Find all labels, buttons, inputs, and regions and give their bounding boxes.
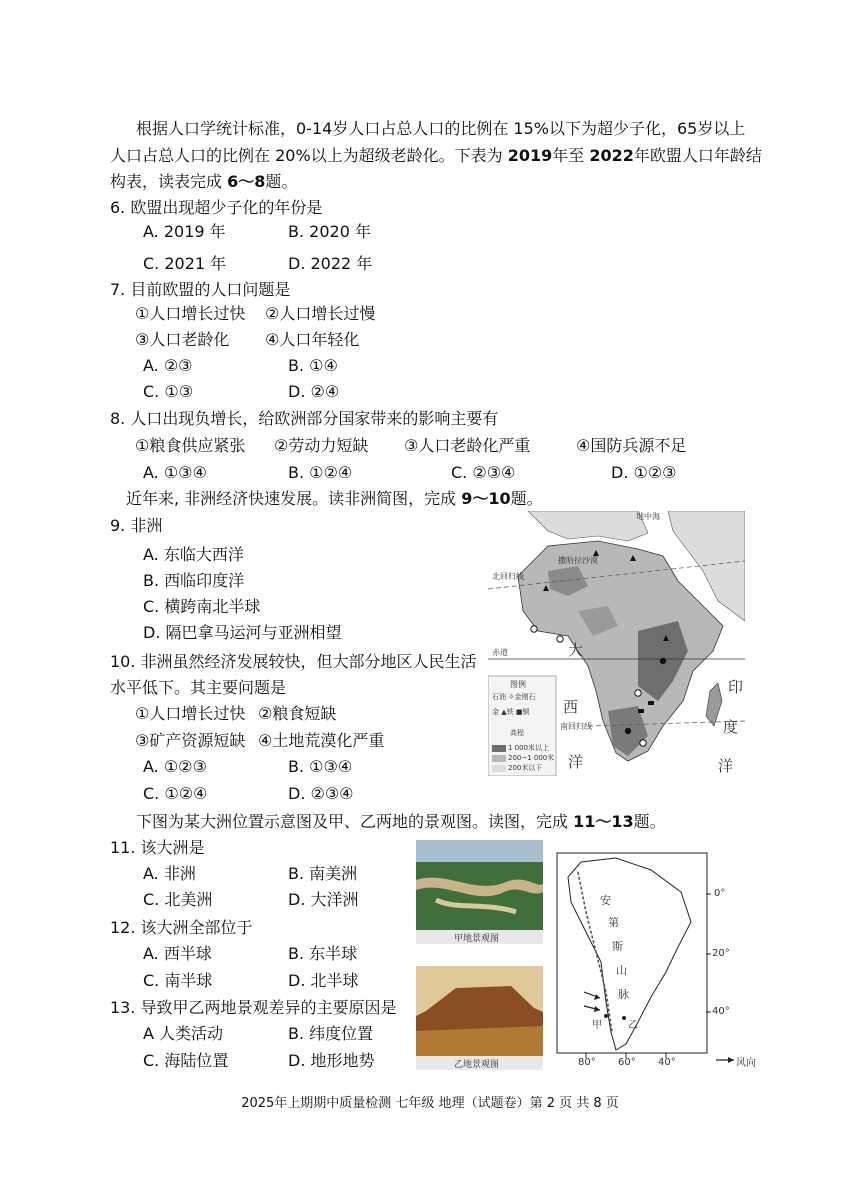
q7-item-1: ①人口增长过快	[135, 304, 246, 323]
label-andes-3: 斯	[612, 940, 623, 953]
label-atlantic-1: 大	[568, 641, 584, 659]
legend-below-200: 200米以下	[508, 764, 543, 772]
q13-option-b[interactable]: B. 纬度位置	[288, 1024, 374, 1043]
africa-intro: 近年来, 非洲经济快速发展。读非洲简图，完成 9～10题。	[126, 489, 543, 508]
q12-stem: 12. 该大洲全部位于	[110, 918, 253, 937]
q8-option-a[interactable]: A. ①③④	[143, 463, 207, 482]
q8-stem: 8. 人口出现负增长，给欧洲部分国家带来的影响主要有	[110, 409, 499, 428]
q6-option-c[interactable]: C. 2021 年	[143, 254, 227, 273]
q7-option-b[interactable]: B. ①④	[288, 356, 338, 375]
legend-200-1000: 200~1 000米	[508, 754, 555, 762]
q12-option-a[interactable]: A. 西半球	[143, 944, 212, 963]
q13-stem: 13. 导致甲乙两地景观差异的主要原因是	[110, 998, 397, 1017]
label-indian-2: 度	[723, 718, 739, 736]
south-america-intro: 下图为某大洲位置示意图及甲、乙两地的景观图。读图，完成 11～13题。	[136, 812, 666, 831]
q8-option-d[interactable]: D. ①②③	[611, 463, 677, 482]
q12-option-b[interactable]: B. 东半球	[288, 944, 358, 963]
q7-option-a[interactable]: A. ②③	[143, 356, 193, 375]
q12-option-c[interactable]: C. 南半球	[143, 971, 213, 990]
legend-title: 图例	[510, 680, 526, 689]
photo-yi-image	[416, 966, 543, 1056]
south-america-map	[556, 852, 756, 1070]
label-equator: 赤道	[492, 648, 508, 657]
lat-0: 0°	[714, 888, 726, 899]
q9-option-a[interactable]: A. 东临大西洋	[143, 545, 244, 564]
label-andes-5: 脉	[618, 988, 629, 1001]
q9-option-b[interactable]: B. 西临印度洋	[143, 571, 245, 590]
q10-item-1: ①人口增长过快	[135, 704, 246, 723]
q6-option-a[interactable]: A. 2019 年	[143, 222, 226, 241]
q8-item-1: ①粮食供应紧张	[135, 436, 246, 455]
intro-line-3: 构表，读表完成 6～8题。	[110, 172, 298, 191]
q11-option-a[interactable]: A. 非洲	[143, 864, 196, 883]
q10-stem-1: 10. 非洲虽然经济发展较快，但大部分地区人民生活	[110, 652, 477, 671]
south-america-map-drawing	[556, 852, 756, 1070]
q8-option-b[interactable]: B. ①②④	[288, 463, 353, 482]
q11-option-b[interactable]: B. 南美洲	[288, 864, 358, 883]
q11-option-c[interactable]: C. 北美洲	[143, 890, 213, 909]
q10-option-d[interactable]: D. ②③④	[288, 784, 354, 803]
q10-stem-2: 水平低下。其主要问题是	[110, 678, 287, 697]
lon-80: 80°	[578, 1057, 596, 1068]
legend-gold-iron-copper: 金 ▲铁 ■铜	[492, 708, 530, 716]
photo-jia-image	[416, 840, 543, 930]
q8-item-2: ②劳动力短缺	[274, 436, 369, 455]
label-tropic-south: 南回归线	[560, 722, 592, 731]
africa-map-drawing	[488, 511, 745, 776]
label-andes-2: 第	[608, 916, 619, 929]
caption-yi: 乙地景观图	[454, 1060, 500, 1070]
label-yi: 乙	[628, 1020, 638, 1031]
q10-item-3: ③矿产资源短缺	[135, 731, 246, 750]
q7-item-2: ②人口增长过慢	[265, 304, 376, 323]
label-jia: 甲	[592, 1020, 602, 1031]
q10-item-2: ②粮食短缺	[258, 704, 337, 723]
label-wind: 风向	[736, 1058, 756, 1069]
q13-option-c[interactable]: C. 海陆位置	[143, 1051, 229, 1070]
lat-40: 40°	[712, 1006, 730, 1017]
intro-line-1: 根据人口学统计标准，0-14岁人口占总人口的比例在 15%以下为超少子化，65岁以上	[136, 119, 746, 138]
q9-option-c[interactable]: C. 横跨南北半球	[143, 597, 261, 616]
q11-stem: 11. 该大洲是	[110, 838, 205, 857]
q6-option-b[interactable]: B. 2020 年	[288, 222, 371, 241]
q9-stem: 9. 非洲	[110, 516, 163, 535]
legend-above-1000: 1 000米以上	[508, 744, 550, 752]
africa-map	[488, 511, 745, 776]
q7-stem: 7. 目前欧盟的人口问题是	[110, 280, 291, 299]
lon-40: 40°	[658, 1057, 676, 1068]
q12-option-d[interactable]: D. 北半球	[288, 971, 359, 990]
q10-item-4: ④土地荒漠化严重	[258, 731, 385, 750]
q6-option-d[interactable]: D. 2022 年	[288, 254, 373, 273]
q6-stem: 6. 欧盟出现超少子化的年份是	[110, 198, 323, 217]
q10-option-c[interactable]: C. ①②④	[143, 784, 208, 803]
label-indian-3: 洋	[718, 757, 734, 775]
intro-line-2: 人口占总人口的比例在 20%以上为超级老龄化。下表为 2019年至 2022年欧盟人口年龄结	[110, 146, 762, 165]
caption-jia: 甲地景观图	[454, 934, 500, 944]
legend-oil-diamond: 石油 ☼金刚石	[492, 693, 536, 701]
q8-item-4: ④国防兵源不足	[576, 436, 687, 455]
label-andes-4: 山	[616, 964, 627, 977]
q10-option-a[interactable]: A. ①②③	[143, 757, 207, 776]
label-sahara: 撒哈拉沙漠	[558, 556, 598, 565]
q7-item-3: ③人口老龄化	[135, 330, 230, 349]
label-mediterranean: 地中海	[636, 512, 660, 521]
q7-item-4: ④人口年轻化	[265, 330, 360, 349]
q11-option-d[interactable]: D. 大洋洲	[288, 890, 359, 909]
lon-60: 60°	[618, 1057, 636, 1068]
label-atlantic-2: 西	[563, 698, 579, 716]
q7-option-c[interactable]: C. ①③	[143, 382, 194, 401]
label-andes-1: 安	[600, 894, 611, 907]
q9-option-d[interactable]: D. 隔巴拿马运河与亚洲相望	[143, 623, 342, 642]
label-indian-1: 印	[728, 678, 744, 696]
photo-jia	[416, 840, 543, 944]
q13-option-d[interactable]: D. 地形地势	[288, 1051, 375, 1070]
page-footer: 2025年上期期中质量检测 七年级 地理（试题卷）第 2 页 共 8 页	[241, 1096, 619, 1111]
label-atlantic-3: 洋	[568, 753, 584, 771]
q7-option-d[interactable]: D. ②④	[288, 382, 340, 401]
label-tropic-north: 北回归线	[492, 572, 524, 581]
q8-option-c[interactable]: C. ②③④	[451, 463, 516, 482]
photo-yi	[416, 966, 543, 1070]
legend-elevation: 高程	[510, 729, 524, 737]
lat-20: 20°	[712, 948, 730, 959]
q8-item-3: ③人口老龄化严重	[404, 436, 531, 455]
q10-option-b[interactable]: B. ①③④	[288, 757, 353, 776]
q13-option-a[interactable]: A 人类活动	[143, 1024, 224, 1043]
